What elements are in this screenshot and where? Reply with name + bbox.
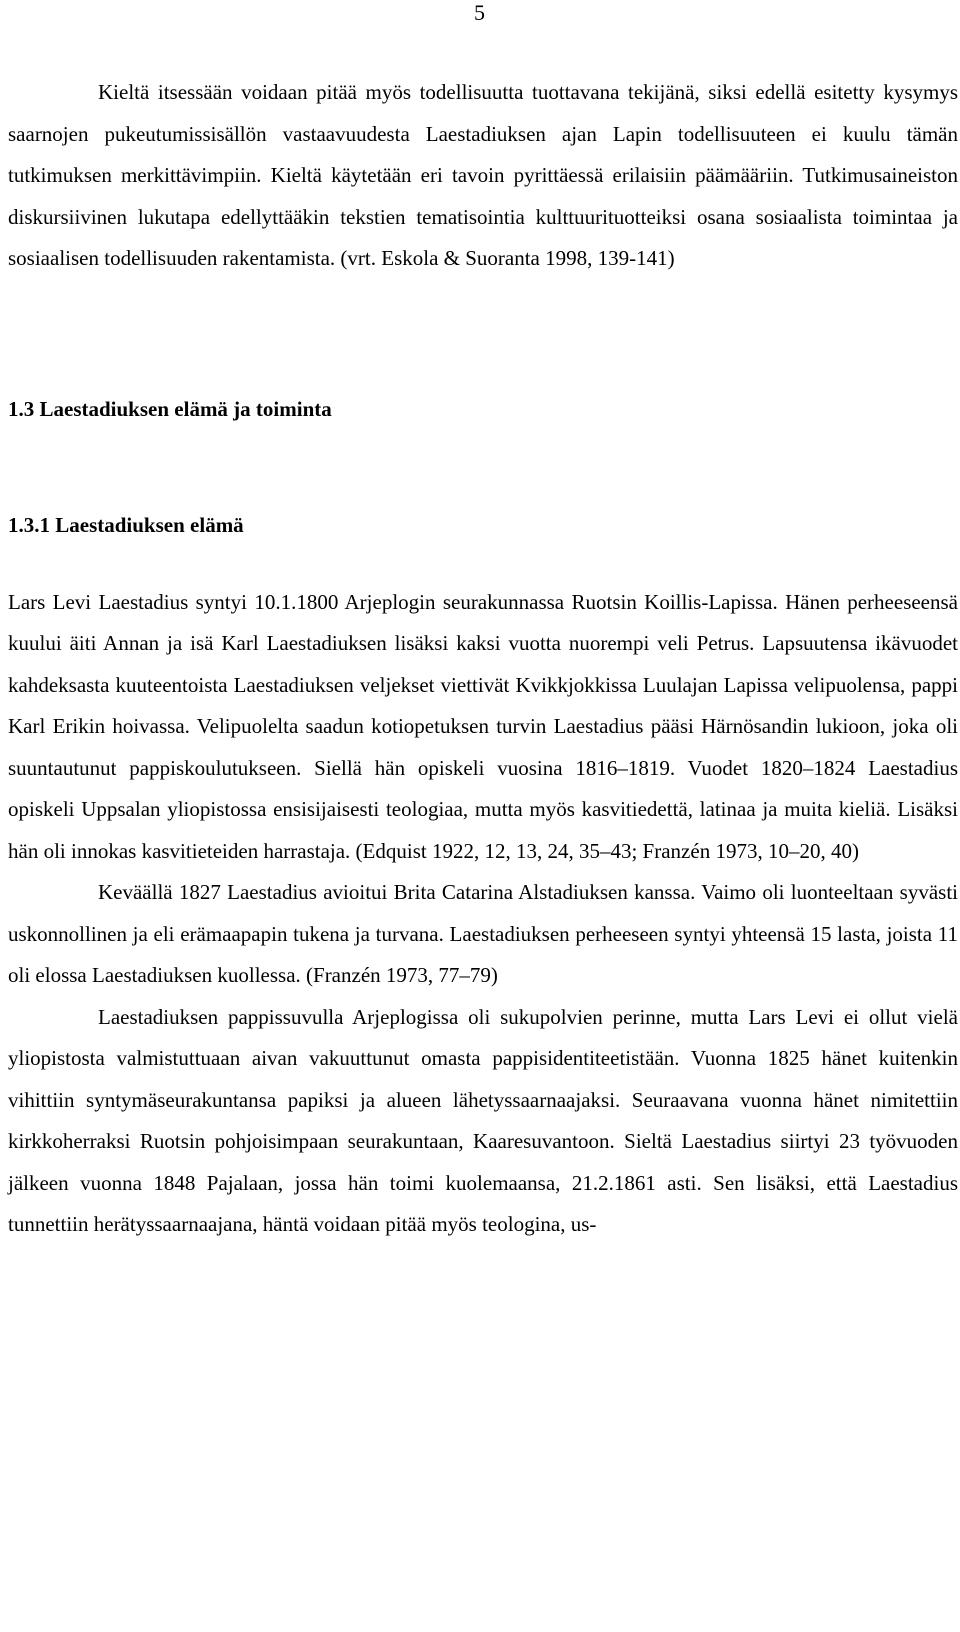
paragraph-marriage: Keväällä 1827 Laestadius avioitui Brita Catarina Alstadiuksen kanssa. Vaimo oli luonteeltaan syvästi uskonnollinen ja eli erämaapapin tukena ja turvana. Laestadiuksen perheeseen syntyi yhteensä 15 lasta, joista 11 oli elossa Laestadiuksen kuollessa. (Franzén 1973, 77–79): [8, 880, 958, 987]
paragraph-intro: Kieltä itsessään voidaan pitää myös todellisuutta tuottavana tekijänä, siksi edellä esitetty kysymys saarnojen pukeutumissisällön vastaavuudesta Laestadiuksen ajan Lapin todellisuuteen ei kuulu tämän tutkimuksen merkittävimpiin. Kieltä käytetään eri tavoin pyrittäessä erilaisiin päämääriin. Tutkimusaineiston diskursiivinen lukutapa edellyttääkin tekstien tematisointia kulttuurituotteiksi osana sosiaalista toimintaa ja sosiaalisen todellisuuden rakentamista. (vrt. Eskola & Suoranta 1998, 139-141): [8, 80, 958, 270]
paragraph-birth: Lars Levi Laestadius syntyi 10.1.1800 Arjeplogin seurakunnassa Ruotsin Koillis-Lapissa. Hänen perheeseensä kuului äiti Annan ja isä Karl Laestadiuksen lisäksi kaksi vuotta nuorempi veli Petrus. Lapsuutensa ikävuodet kahdeksasta kuuteentoista Laestadiuksen veljekset viettivät Kvikkjokkissa Luulajan Lapissa velipuolensa, pappi Karl Erikin hoivassa. Velipuolelta saadun kotiopetuksen turvin Laestadius pääsi Härnösandin lukioon, joka oli suuntautunut pappiskoulutukseen. Siellä hän opiskeli vuosina 1816–1819. Vuodet 1820–1824 Laestadius opiskeli Uppsalan yliopistossa ensisijaisesti teologiaa, mutta myös kasvitiedettä, latinaa ja muita kieliä. Lisäksi hän oli innokas kasvitieteiden harrastaja. (Edquist 1922, 12, 13, 24, 35–43; Franzén 1973, 10–20, 40): [8, 589, 958, 863]
page-number: 5: [474, 0, 485, 25]
paragraph-career: Laestadiuksen pappissuvulla Arjeplogissa oli sukupolvien perinne, mutta Lars Levi ei ollut vielä yliopistosta valmistuttuaan aivan vakuuttunut omasta pappisidentiteetistään. Vuonna 1825 hänet kuitenkin vihittiin syntymäseurakuntansa papiksi ja alueen lähetyssaarnaajaksi. Seuraavana vuonna hänet nimitettiin kirkkoherraksi Ruotsin pohjoisimpaan seurakuntaan, Kaaresuvantoon. Sieltä Laestadius siirtyi 23 työvuoden jälkeen vuonna 1848 Pajalaan, jossa hän toimi kuolemaansa, 21.2.1861 asti. Sen lisäksi, että Laestadius tunnettiin herätyssaarnaajana, häntä voidaan pitää myös teologina, us-: [8, 1004, 958, 1236]
subsection-heading: 1.3.1 Laestadiuksen elämä: [8, 512, 244, 537]
section-heading: 1.3 Laestadiuksen elämä ja toiminta: [8, 396, 332, 421]
document-body: [8, 72, 958, 1246]
